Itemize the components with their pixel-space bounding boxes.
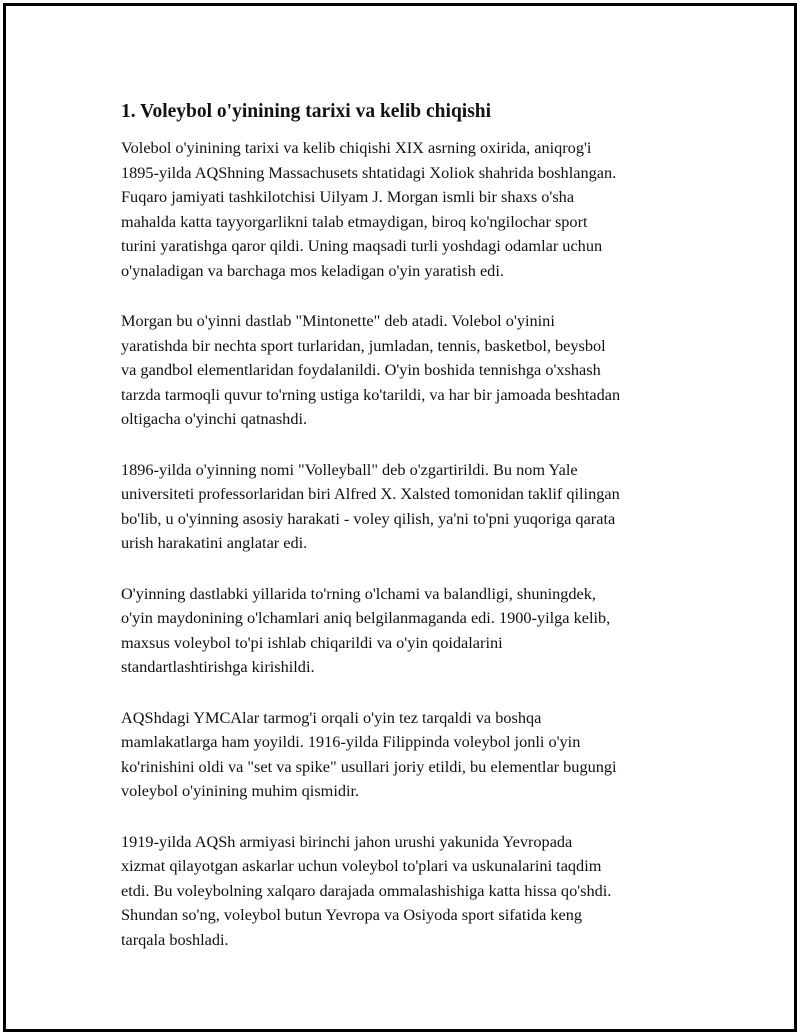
text-line: AQShdagi YMCAlar tarmog'i orqali o'yin tez tarqaldi va boshqa [121, 707, 542, 727]
text-line: etdi. Bu voleybolning xalqaro darajada ommalashishiga katta hissa qo'shdi. [121, 880, 612, 900]
text-line: 1919-yilda AQSh armiyasi birinchi jahon urushi yakunida Yevropada [121, 831, 573, 851]
text-line: mamlakatlarga ham yoyildi. 1916-yilda Filippinda voleybol jonli o'yin [121, 732, 581, 751]
paragraph-list [121, 136, 701, 952]
paragraph [121, 136, 701, 283]
text-line: ko'rinishini oldi va "set va spike" usullari joriy etildi, bu elementlar bugungi [121, 756, 617, 776]
paragraph [121, 309, 701, 432]
text-line: Fuqaro jamiyati tashkilotchisi Uilyam J. Morgan ismli bir shaxs o'sha [121, 187, 575, 206]
paragraph [121, 706, 701, 804]
text-line: yaratishda bir nechta sport turlaridan, jumladan, tennis, basketbol, beysbol [121, 335, 606, 355]
text-line: urish harakatini anglatar edi. [121, 533, 308, 552]
text-line: va gandbol elementlaridan foydalanildi. O'yin boshida tennishga o'xshash [121, 360, 601, 379]
text-line: Volebol o'yinining tarixi va kelib chiqishi XIX asrning oxirida, aniqrog'i [121, 138, 592, 157]
text-line: 1895-yilda AQShning Massachusets shtatidagi Xoliok shahrida boshlangan. [121, 162, 617, 182]
text-line: 1896-yilda o'yinning nomi "Volleyball" deb o'zgartirildi. Bu nom Yale [121, 459, 578, 479]
text-line: tarzda tarmoqli quvur to'rning ustiga ko'tarildi, va har bir jamoada beshtadan [121, 384, 621, 404]
text-line: standartlashtirishga kirishildi. [121, 657, 315, 676]
text-line: o'yin maydonining o'lchamlari aniq belgilanmaganda edi. 1900-yilga kelib, [121, 608, 611, 627]
paragraph [121, 582, 701, 680]
text-line: tarqala boshladi. [121, 929, 229, 949]
text-line: Morgan bu o'yinni dastlab "Mintonette" deb atadi. Volebol o'yinini [121, 311, 555, 330]
text-line: O'yinning dastlabki yillarida to'rning o'lchami va balandligi, shuningdek, [121, 583, 596, 603]
text-line: o'ynaladigan va barchaga mos keladigan o'yin yaratish edi. [121, 260, 504, 280]
section-heading: 1. Voleybol o'yinining tarixi va kelib chiqishi [121, 101, 492, 122]
page-border [3, 3, 797, 1032]
text-line: xizmat qilayotgan askarlar uchun voleybol to'plari va uskunalarini taqdim [121, 856, 602, 875]
text-line: voleybol o'yinining muhim qismidir. [121, 781, 360, 800]
text-line: universiteti professorlaridan biri Alfred X. Xalsted tomonidan taklif qilingan [121, 484, 620, 503]
paragraph [121, 830, 701, 953]
paragraph [121, 458, 701, 556]
text-line: mahalda katta tayyorgarlikni talab etmaydigan, biroq ko'ngilochar sport [121, 211, 588, 231]
text-line: maxsus voleybol to'pi ishlab chiqarildi va o'yin qoidalarini [121, 632, 503, 652]
text-line: turini yaratishga qaror qildi. Uning maqsadi turli yoshdagi odamlar uchun [121, 236, 603, 255]
text-line: bo'lib, u o'yinning asosiy harakati - voley qilish, ya'ni to'pni yuqoriga qarata [121, 508, 616, 528]
document-body [121, 98, 701, 978]
text-line: oltigacha o'yinchi qatnashdi. [121, 409, 308, 428]
text-line: Shundan so'ng, voleybol butun Yevropa va Osiyoda sport sifatida keng [121, 905, 583, 924]
